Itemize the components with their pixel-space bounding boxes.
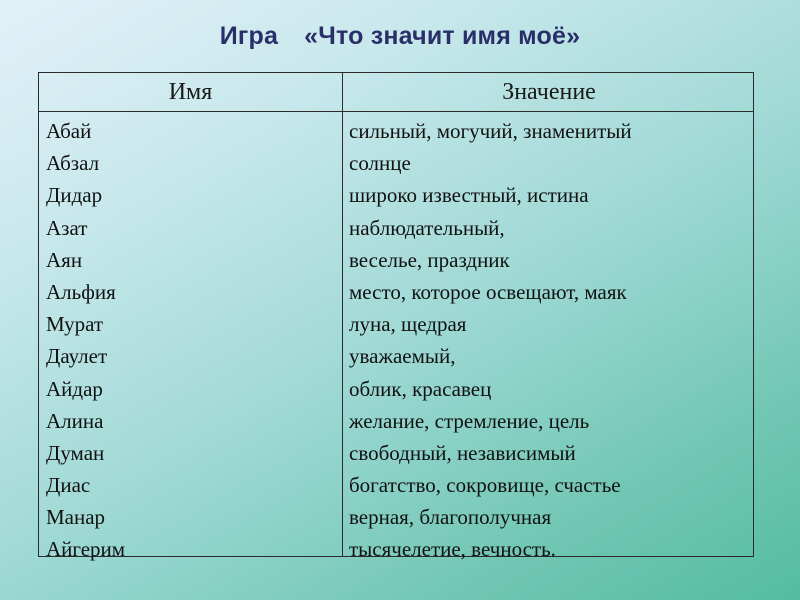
name-cell: Аян bbox=[46, 247, 83, 272]
meaning-cell: широко известный, истина bbox=[349, 183, 589, 208]
title-game-name: «Что значит имя моё» bbox=[304, 22, 581, 50]
meaning-cell: место, которое освещают, маяк bbox=[349, 279, 627, 304]
table-header-row bbox=[39, 73, 753, 112]
meaning-cell: облик, красавец bbox=[349, 376, 492, 401]
name-cell: Абзал bbox=[46, 151, 100, 176]
name-cell: Манар bbox=[46, 505, 106, 530]
meaning-cell: богатство, сокровище, счастье bbox=[349, 473, 621, 498]
meaning-cell: верная, благополучная bbox=[349, 505, 552, 530]
meaning-cell: тысячелетие, вечность. bbox=[349, 537, 556, 562]
header-meaning: Значение bbox=[502, 79, 596, 105]
name-cell: Альфия bbox=[46, 279, 116, 304]
meaning-cell: желание, стремление, цель bbox=[349, 408, 590, 433]
name-cell: Айдар bbox=[46, 376, 103, 401]
name-cell: Айгерим bbox=[46, 537, 126, 562]
name-cell: Дидар bbox=[46, 183, 103, 208]
name-cell: Алина bbox=[46, 408, 104, 433]
column-divider bbox=[342, 73, 343, 556]
title-game-label: Игра bbox=[219, 22, 279, 50]
meaning-cell: веселье, праздник bbox=[349, 247, 510, 272]
meanings-column bbox=[349, 115, 749, 566]
meaning-cell: солнце bbox=[349, 151, 411, 176]
names-meanings-table bbox=[38, 72, 754, 562]
name-cell: Азат bbox=[46, 215, 88, 240]
name-cell: Даулет bbox=[46, 344, 108, 369]
names-column bbox=[46, 115, 336, 566]
name-cell: Абай bbox=[46, 119, 92, 143]
name-cell: Диас bbox=[46, 473, 91, 498]
name-cell: Думан bbox=[46, 440, 105, 465]
slide-title bbox=[0, 22, 800, 51]
name-cell: Мурат bbox=[46, 312, 104, 337]
meaning-cell: уважаемый, bbox=[349, 344, 456, 369]
meaning-cell: сильный, могучий, знаменитый bbox=[349, 119, 632, 143]
header-name: Имя bbox=[168, 79, 213, 105]
meaning-cell: луна, щедрая bbox=[349, 312, 467, 337]
meaning-cell: наблюдательный, bbox=[349, 215, 505, 240]
meaning-cell: свободный, независимый bbox=[349, 440, 576, 465]
